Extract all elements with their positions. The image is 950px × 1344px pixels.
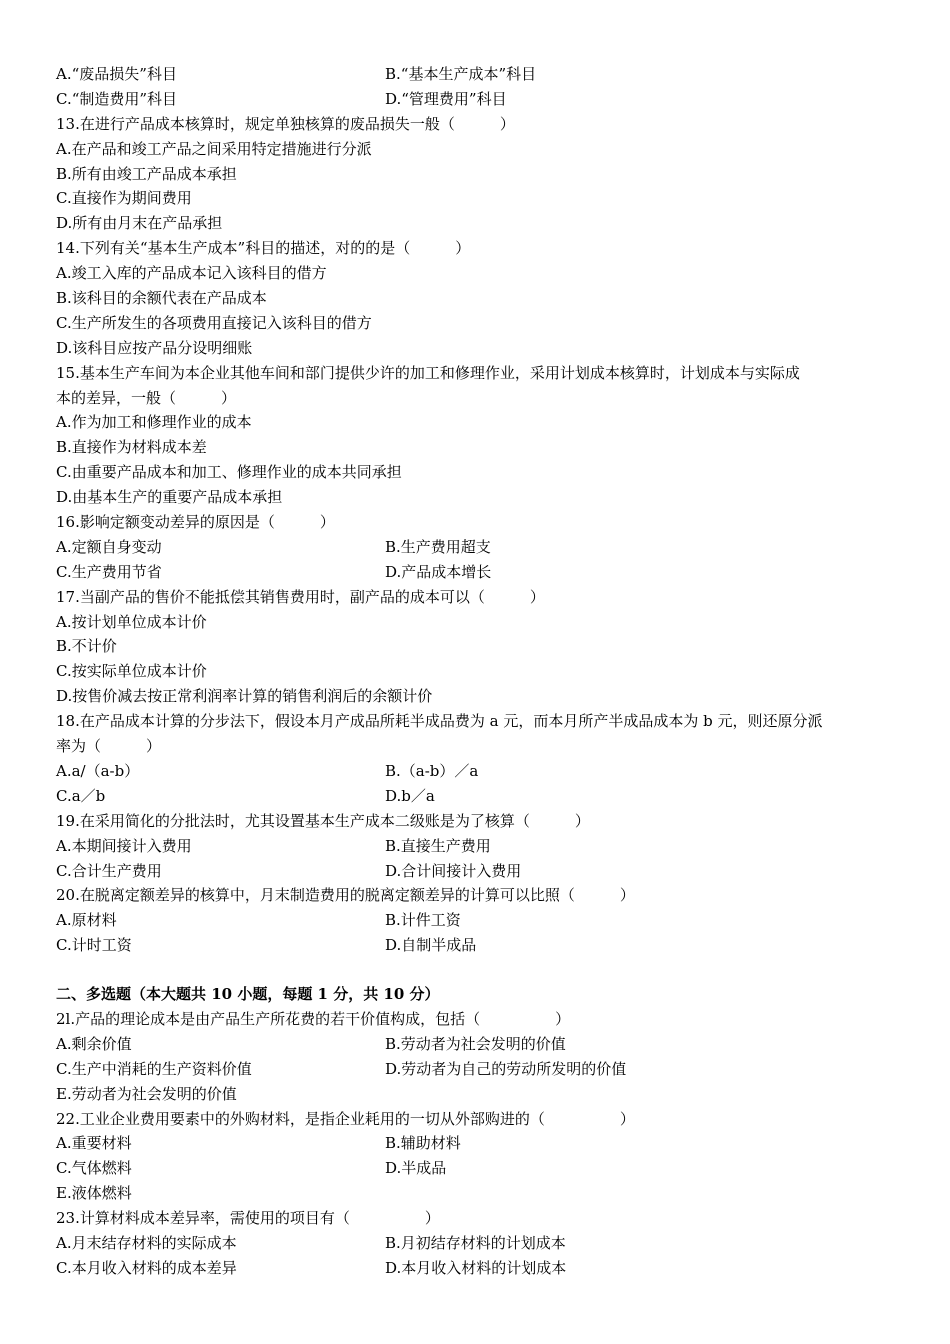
text-line: A.在产品和竣工产品之间采用特定措施进行分派 xyxy=(56,139,372,158)
text-line: D.按售价减去按正常利润率计算的销售利润后的余额计价 xyxy=(56,687,433,706)
option-right: B.辅助材料 xyxy=(385,1134,461,1153)
option-row xyxy=(56,62,896,87)
text-line: A.按计划单位成本计价 xyxy=(56,612,207,631)
question-stem: 22.工业企业费用要素中的外购材料，是指企业耗用的一切从外部购进的（ ） xyxy=(56,1109,635,1128)
option-row xyxy=(56,933,896,958)
text-line: A.竣工入库的产品成本记入该科目的借方 xyxy=(56,264,327,283)
option-right: D.本月收入材料的计划成本 xyxy=(385,1258,567,1277)
option-row xyxy=(56,834,896,859)
text-line: C.生产所发生的各项费用直接记入该科目的借方 xyxy=(56,313,372,332)
text-line: A.作为加工和修理作业的成本 xyxy=(56,413,252,432)
text-line: B.直接作为材料成本差 xyxy=(56,438,207,457)
option-row xyxy=(56,1256,896,1281)
option-row xyxy=(56,535,896,560)
question-stem: 17.当副产品的售价不能抵偿其销售费用时，副产品的成本可以（ ） xyxy=(56,587,545,606)
question-stem: 14.下列有关“基本生产成本”科目的描述，对的的是（ ） xyxy=(56,239,471,258)
text-line: C.直接作为期间费用 xyxy=(56,189,192,208)
option-left: A.定额自身变动 xyxy=(56,537,162,556)
question-stem: 20.在脱离定额差异的核算中，月末制造费用的脱离定额差异的计算可以比照（ ） xyxy=(56,886,635,905)
option-right: B.“基本生产成本”科目 xyxy=(385,65,537,83)
question-stem: 13.在进行产品成本核算时，规定单独核算的废品损失一般（ ） xyxy=(56,114,515,133)
text-line: C.按实际单位成本计价 xyxy=(56,662,207,681)
text-line: E.液体燃料 xyxy=(56,1184,132,1203)
option-row xyxy=(56,1057,896,1082)
text-line: B.所有由竣工产品成本承担 xyxy=(56,164,237,183)
option-row xyxy=(56,87,896,112)
option-row xyxy=(56,1032,896,1057)
text-line: 率为（ ） xyxy=(56,737,162,756)
option-right: D.自制半成品 xyxy=(385,936,477,955)
option-right: B.劳动者为社会发明的价值 xyxy=(385,1034,566,1053)
option-row xyxy=(56,1156,896,1181)
text-line: B.不计价 xyxy=(56,637,117,656)
option-left: A.本期间接计入费用 xyxy=(56,836,192,855)
option-left: C.计时工资 xyxy=(56,936,132,955)
option-right: D.合计间接计入费用 xyxy=(385,861,522,880)
section-heading: 二、多选题（本大题共 10 小题，每题 1 分，共 10 分） xyxy=(56,985,440,1004)
text-line: E.劳动者为社会发明的价值 xyxy=(56,1084,237,1103)
question-stem: 23.计算材料成本差异率，需使用的项目有（ ） xyxy=(56,1209,440,1228)
option-right: B.生产费用超支 xyxy=(385,537,491,556)
option-left: C.“制造费用”科目 xyxy=(56,89,178,108)
text-line: B.该科目的余额代表在产品成本 xyxy=(56,289,267,308)
question-stem: 2l.产品的理论成本是由产品生产所花费的若干价值构成，包括（ ） xyxy=(56,1009,571,1028)
option-left: C.合计生产费用 xyxy=(56,861,162,880)
option-left: A.a/（a-b） xyxy=(56,761,140,780)
option-right: D.b／a xyxy=(385,786,435,805)
option-right: D.劳动者为自己的劳动所发明的价值 xyxy=(385,1059,627,1078)
option-right: B.月初结存材料的计划成本 xyxy=(385,1233,566,1252)
option-left: C.a／b xyxy=(56,786,106,805)
option-left: A.原材料 xyxy=(56,911,117,930)
question-stem: 19.在采用简化的分批法时，尤其设置基本生产成本二级账是为了核算（ ） xyxy=(56,811,590,830)
option-row xyxy=(56,859,896,884)
option-left: A.重要材料 xyxy=(56,1134,132,1153)
option-right: D.“管理费用”科目 xyxy=(385,89,507,108)
option-left: C.生产中消耗的生产资料价值 xyxy=(56,1059,252,1078)
option-left: A.剩余价值 xyxy=(56,1034,132,1053)
option-right: D.产品成本增长 xyxy=(385,562,492,581)
option-row xyxy=(56,759,896,784)
option-left: C.生产费用节省 xyxy=(56,562,162,581)
option-left: C.气体燃料 xyxy=(56,1159,132,1178)
option-right: D.半成品 xyxy=(385,1159,447,1178)
text-line: 本的差异，一般（ ） xyxy=(56,388,237,407)
option-right: B.计件工资 xyxy=(385,911,461,930)
text-line: C.由重要产品成本和加工、修理作业的成本共同承担 xyxy=(56,463,402,482)
question-stem: 16.影响定额变动差异的原因是（ ） xyxy=(56,513,335,532)
question-stem: 18.在产品成本计算的分步法下，假设本月产成品所耗半成品费为 a 元，而本月所产半成品成本为 b 元，则还原分派 xyxy=(56,712,823,731)
option-row xyxy=(56,784,896,809)
option-left: A.月末结存材料的实际成本 xyxy=(56,1233,237,1252)
option-left: C.本月收入材料的成本差异 xyxy=(56,1258,237,1277)
option-right: B.（a-b）／a xyxy=(385,761,479,780)
text-line: D.该科目应按产品分设明细账 xyxy=(56,338,253,357)
exam-document xyxy=(56,62,896,1281)
option-row xyxy=(56,560,896,585)
option-row xyxy=(56,908,896,933)
question-stem: 15.基本生产车间为本企业其他车间和部门提供少许的加工和修理作业，采用计划成本核算时，计划成本与实际成 xyxy=(56,363,800,382)
text-line: D.由基本生产的重要产品成本承担 xyxy=(56,488,283,507)
option-left: A.“废品损失”科目 xyxy=(56,65,177,83)
option-right: B.直接生产费用 xyxy=(385,836,491,855)
option-row xyxy=(56,1131,896,1156)
text-line: D.所有由月末在产品承担 xyxy=(56,214,223,233)
option-row xyxy=(56,1231,896,1256)
